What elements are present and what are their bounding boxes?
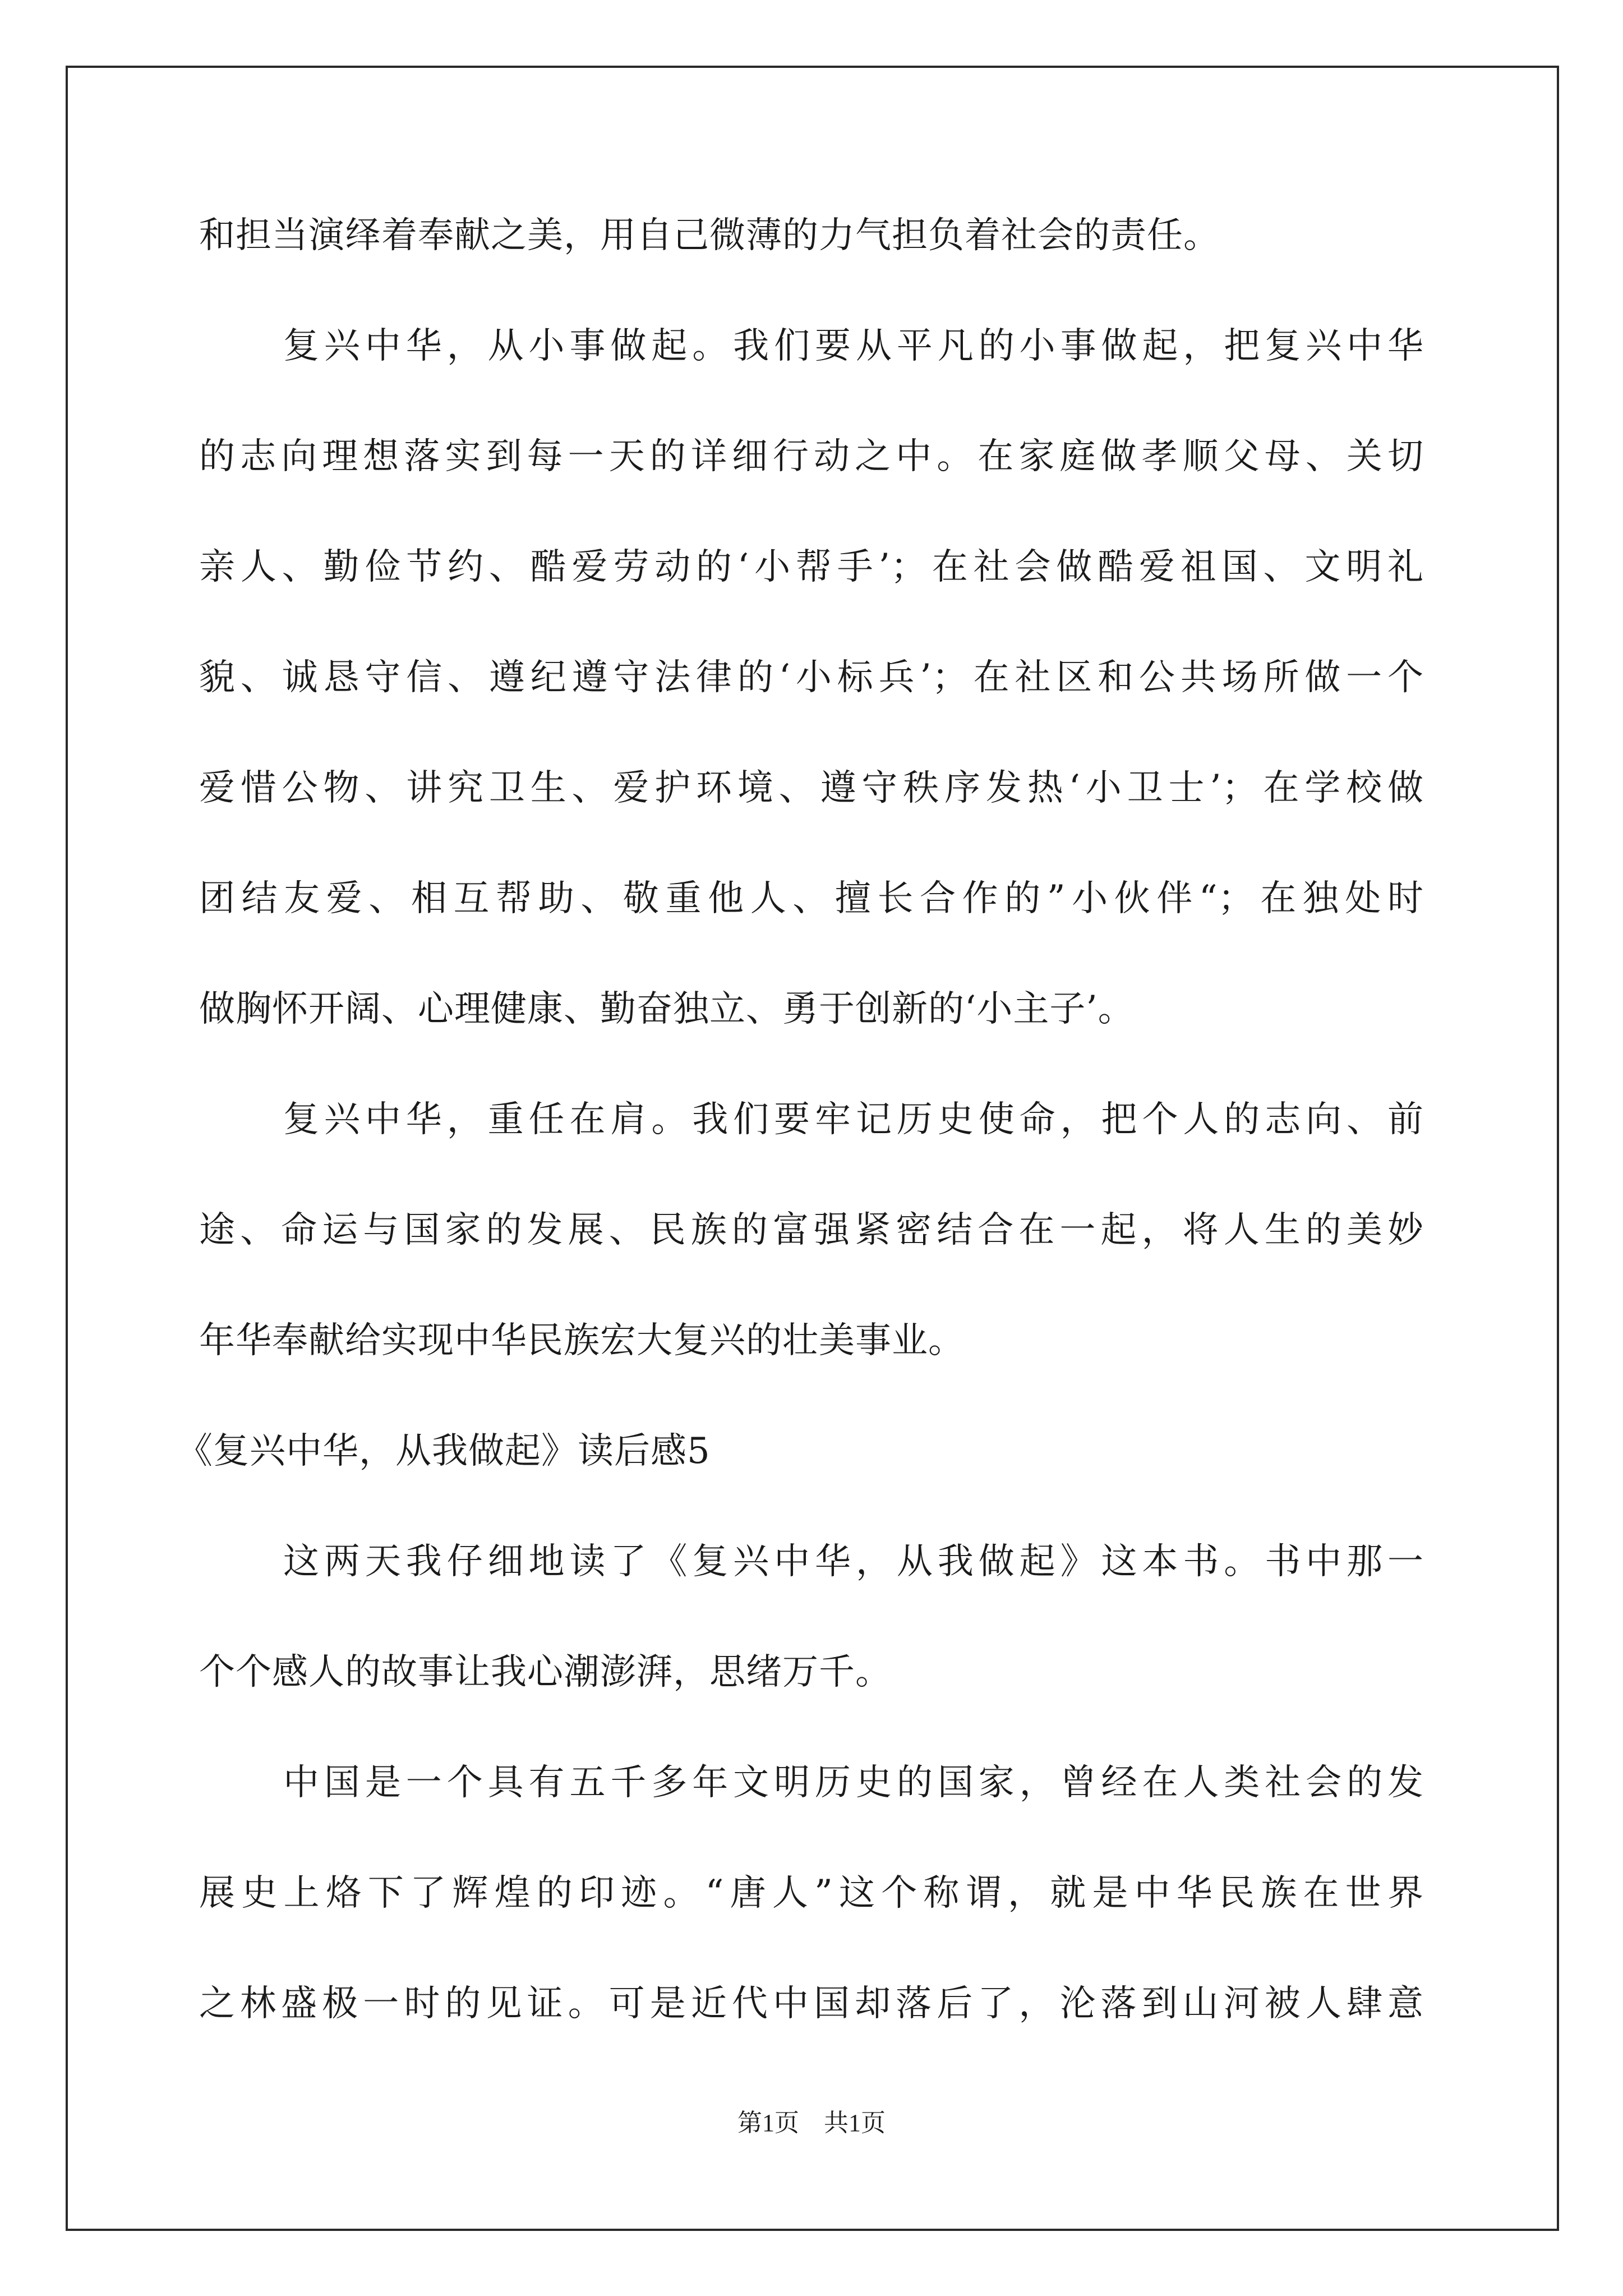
paragraph-start: 中国是一个具有五千多年文明历史的国家，曾经在人类社会的发 [283,1762,1424,1803]
text-line: 貌、诚恳守信、遵纪遵守法律的‘小标兵’；在社区和公共场所做一个 [199,657,1424,698]
text-line: 途、命运与国家的发展、民族的富强紧密结合在一起，将人生的美妙 [199,1209,1424,1251]
text-line: 个个感人的故事让我心潮澎湃，思绪万千。 [199,1651,892,1693]
text-line: 展史上烙下了辉煌的印迹。“唐人”这个称谓，就是中华民族在世界 [199,1872,1424,1914]
document-body [177,202,1424,2081]
text-line: 爱惜公物、讲究卫生、爱护环境、遵守秩序发热‘小卫士’；在学校做 [199,767,1424,809]
text-line: 的志向理想落实到每一天的详细行动之中。在家庭做孝顺父母、关切 [199,436,1424,477]
text-line: 年华奉献给实现中华民族宏大复兴的壮美事业。 [199,1320,965,1361]
page-total: 共1页 [824,2109,886,2137]
paragraph-start: 复兴中华，重任在肩。我们要牢记历史使命，把个人的志向、前 [283,1099,1424,1140]
text-line: 和担当演绎着奉献之美，用自己微薄的力气担负着社会的责任。 [199,215,1220,256]
text-line: 团结友爱、相互帮助、敬重他人、擅长合作的”小伙伴“；在独处时 [199,878,1424,919]
text-line: 亲人、勤俭节约、酷爱劳动的‘小帮手’；在社会做酷爱祖国、文明礼 [199,546,1424,588]
paragraph-start: 这两天我仔细地读了《复兴中华，从我做起》这本书。书中那一 [283,1541,1424,1582]
section-heading: 《复兴中华，从我做起》读后感5 [177,1430,711,1472]
page-footer [0,2102,1623,2138]
paragraph-start: 复兴中华，从小事做起。我们要从平凡的小事做起，把复兴中华 [283,325,1424,367]
page-number: 第1页 [737,2109,799,2137]
text-line: 之林盛极一时的见证。可是近代中国却落后了，沦落到山河被人肆意 [199,1983,1424,2024]
text-line: 做胸怀开阔、心理健康、勤奋独立、勇于创新的‘小主子’。 [199,988,1135,1030]
